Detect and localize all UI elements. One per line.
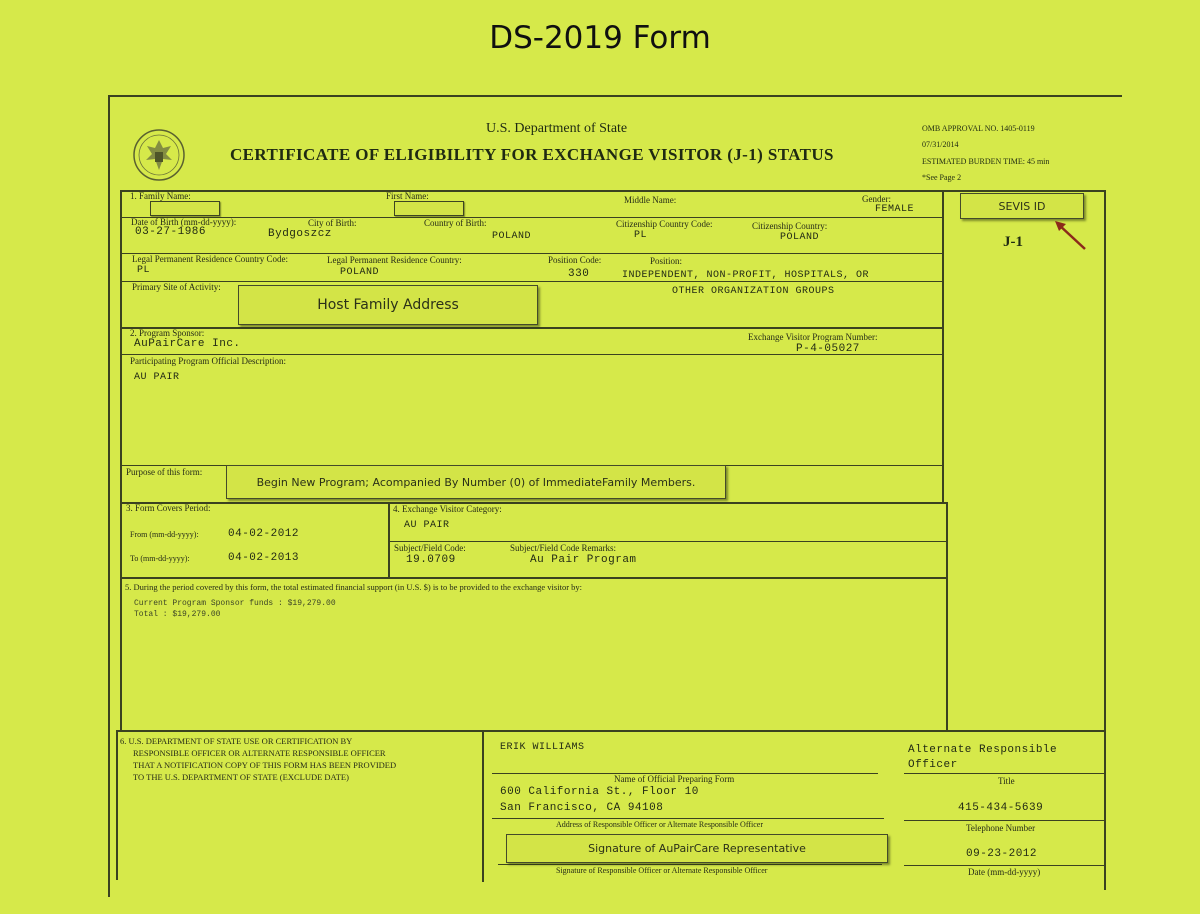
position-code-label: Position Code:	[548, 255, 602, 265]
signature-label: Signature of Responsible Officer or Alternate Responsible Officer	[556, 866, 768, 875]
section3-top-rule	[120, 502, 946, 504]
section6-top-rule	[116, 730, 1106, 732]
position-label: Position:	[650, 256, 683, 266]
section5-top-rule	[120, 577, 946, 579]
arrow-icon	[1052, 218, 1088, 252]
family-name-redaction	[150, 201, 220, 216]
official-name-label: Name of Official Preparing Form	[614, 774, 735, 784]
visitor-category-label: 4. Exchange Visitor Category:	[393, 504, 502, 514]
remarks-label: Subject/Field Code Remarks:	[510, 543, 616, 553]
sevis-column-rule	[942, 190, 944, 502]
position-value-continued: OTHER ORGANIZATION GROUPS	[672, 286, 835, 297]
citizenship-country-label: Citizenship Country:	[752, 221, 828, 231]
purpose-box: Begin New Program; Acompanied By Number (0) of ImmediateFamily Members.	[226, 465, 726, 499]
row-rule	[388, 541, 946, 542]
title-label: Title	[998, 776, 1015, 786]
address-line-2: San Francisco, CA 94108	[500, 802, 664, 814]
position-value: INDEPENDENT, NON-PROFIT, HOSPITALS, OR	[622, 270, 870, 281]
position-code-value: 330	[568, 268, 590, 280]
official-title-value: Alternate Responsible Officer	[908, 744, 1058, 771]
date-label: Date (mm-dd-yyyy)	[968, 867, 1041, 877]
from-date-label: From (mm-dd-yyyy):	[130, 530, 199, 539]
remarks-value: Au Pair Program	[530, 554, 637, 566]
form-period-label: 3. Form Covers Period:	[126, 503, 211, 513]
signature-rule	[492, 818, 884, 819]
gender-label: Gender:	[862, 194, 891, 204]
date-value: 09-23-2012	[966, 848, 1038, 860]
gender-value: FEMALE	[875, 204, 915, 215]
form-title: CERTIFICATE OF ELIGIBILITY FOR EXCHANGE VISITOR (J-1) STATUS	[230, 145, 834, 164]
sevis-column-rule-lower	[946, 502, 948, 730]
right-border-rule	[1104, 190, 1106, 890]
program-number-value: P-4-05027	[796, 343, 860, 355]
phone-value: 415-434-5639	[958, 802, 1044, 814]
row-rule	[120, 217, 942, 218]
signature-rule	[904, 820, 1104, 821]
certification-text: RESPONSIBLE OFFICER OR ALTERNATE RESPONSIBLE OFFICER	[133, 748, 386, 758]
to-date-label: To (mm-dd-yyyy):	[130, 554, 190, 563]
page-title: DS-2019 Form	[489, 20, 711, 56]
citizenship-code-value: PL	[634, 230, 648, 241]
sponsor-funds-line: Current Program Sponsor funds : $19,279.00	[134, 599, 336, 608]
visa-status: J-1	[1003, 234, 1023, 250]
middle-name-label: Middle Name:	[624, 195, 677, 205]
program-sponsor-label: 2. Program Sponsor:	[130, 328, 205, 338]
program-description-value: AU PAIR	[134, 372, 180, 383]
omb-expiry: 07/31/2014	[922, 140, 959, 149]
phone-label: Telephone Number	[966, 823, 1036, 833]
signature-rule	[904, 865, 1104, 866]
citizenship-code-label: Citizenship Country Code:	[616, 219, 713, 229]
country-of-birth-value: POLAND	[492, 231, 532, 242]
department-name: U.S. Department of State	[486, 121, 628, 136]
country-of-birth-label: Country of Birth:	[424, 218, 487, 228]
section2-top-rule	[120, 327, 942, 329]
section6-divider	[482, 730, 484, 882]
section-left-rule	[120, 190, 122, 730]
city-of-birth-label: City of Birth:	[308, 218, 357, 228]
address-label: Address of Responsible Officer or Alternate Responsible Officer	[556, 820, 763, 829]
purpose-label: Purpose of this form:	[126, 467, 203, 477]
residence-country-label: Legal Permanent Residence Country:	[327, 255, 462, 265]
sevis-id-box: SEVIS ID	[960, 193, 1084, 219]
program-sponsor-value: AuPairCare Inc.	[134, 338, 241, 350]
program-number-label: Exchange Visitor Program Number:	[748, 332, 878, 342]
row-rule	[120, 281, 942, 282]
certification-text: THAT A NOTIFICATION COPY OF THIS FORM HAS BEEN PROVIDED	[133, 760, 397, 770]
citizenship-country-value: POLAND	[780, 232, 820, 243]
certification-text: TO THE U.S. DEPARTMENT OF STATE (EXCLUDE DATE)	[133, 772, 349, 782]
residence-country-value: POLAND	[340, 267, 380, 278]
total-funds-line: Total : $19,279.00	[134, 610, 221, 619]
first-name-label: First Name:	[386, 191, 429, 201]
address-line-1: 600 California St., Floor 10	[500, 786, 699, 798]
omb-approval: OMB APPROVAL NO. 1405-0119	[922, 124, 1035, 133]
section1-top-rule	[120, 190, 1105, 192]
official-name-value: ERIK WILLIAMS	[500, 742, 585, 753]
to-date-value: 04-02-2013	[228, 552, 300, 564]
host-family-address-box: Host Family Address	[238, 285, 538, 325]
signature-rule	[904, 773, 1104, 774]
city-of-birth-value: Bydgoszcz	[268, 228, 332, 240]
from-date-value: 04-02-2012	[228, 528, 300, 540]
program-description-label: Participating Program Official Description:	[130, 356, 287, 366]
subject-code-value: 19.0709	[406, 554, 456, 566]
subject-code-label: Subject/Field Code:	[394, 543, 466, 553]
certification-text: 6. U.S. DEPARTMENT OF STATE USE OR CERTIFICATION BY	[120, 736, 353, 746]
first-name-redaction	[394, 201, 464, 216]
signature-box: Signature of AuPairCare Representative	[506, 834, 888, 863]
family-name-label: 1. Family Name:	[130, 191, 191, 201]
residence-code-label: Legal Permanent Residence Country Code:	[132, 254, 288, 264]
see-page-note: *See Page 2	[922, 173, 962, 182]
section6-left-rule	[116, 730, 118, 880]
primary-site-label: Primary Site of Activity:	[132, 282, 221, 292]
signature-rule	[498, 864, 882, 865]
dob-value: 03-27-1986	[135, 226, 207, 238]
financial-support-label: 5. During the period covered by this form, the total estimated financial support (in U.S. $) is to be provided to the exchange visitor by:	[125, 582, 583, 592]
burden-time: ESTIMATED BURDEN TIME: 45 min	[922, 157, 1050, 166]
residence-code-value: PL	[137, 265, 151, 276]
dob-label: Date of Birth (mm-dd-yyyy):	[131, 217, 237, 227]
section3-divider	[388, 502, 390, 577]
visitor-category-value: AU PAIR	[404, 520, 450, 531]
